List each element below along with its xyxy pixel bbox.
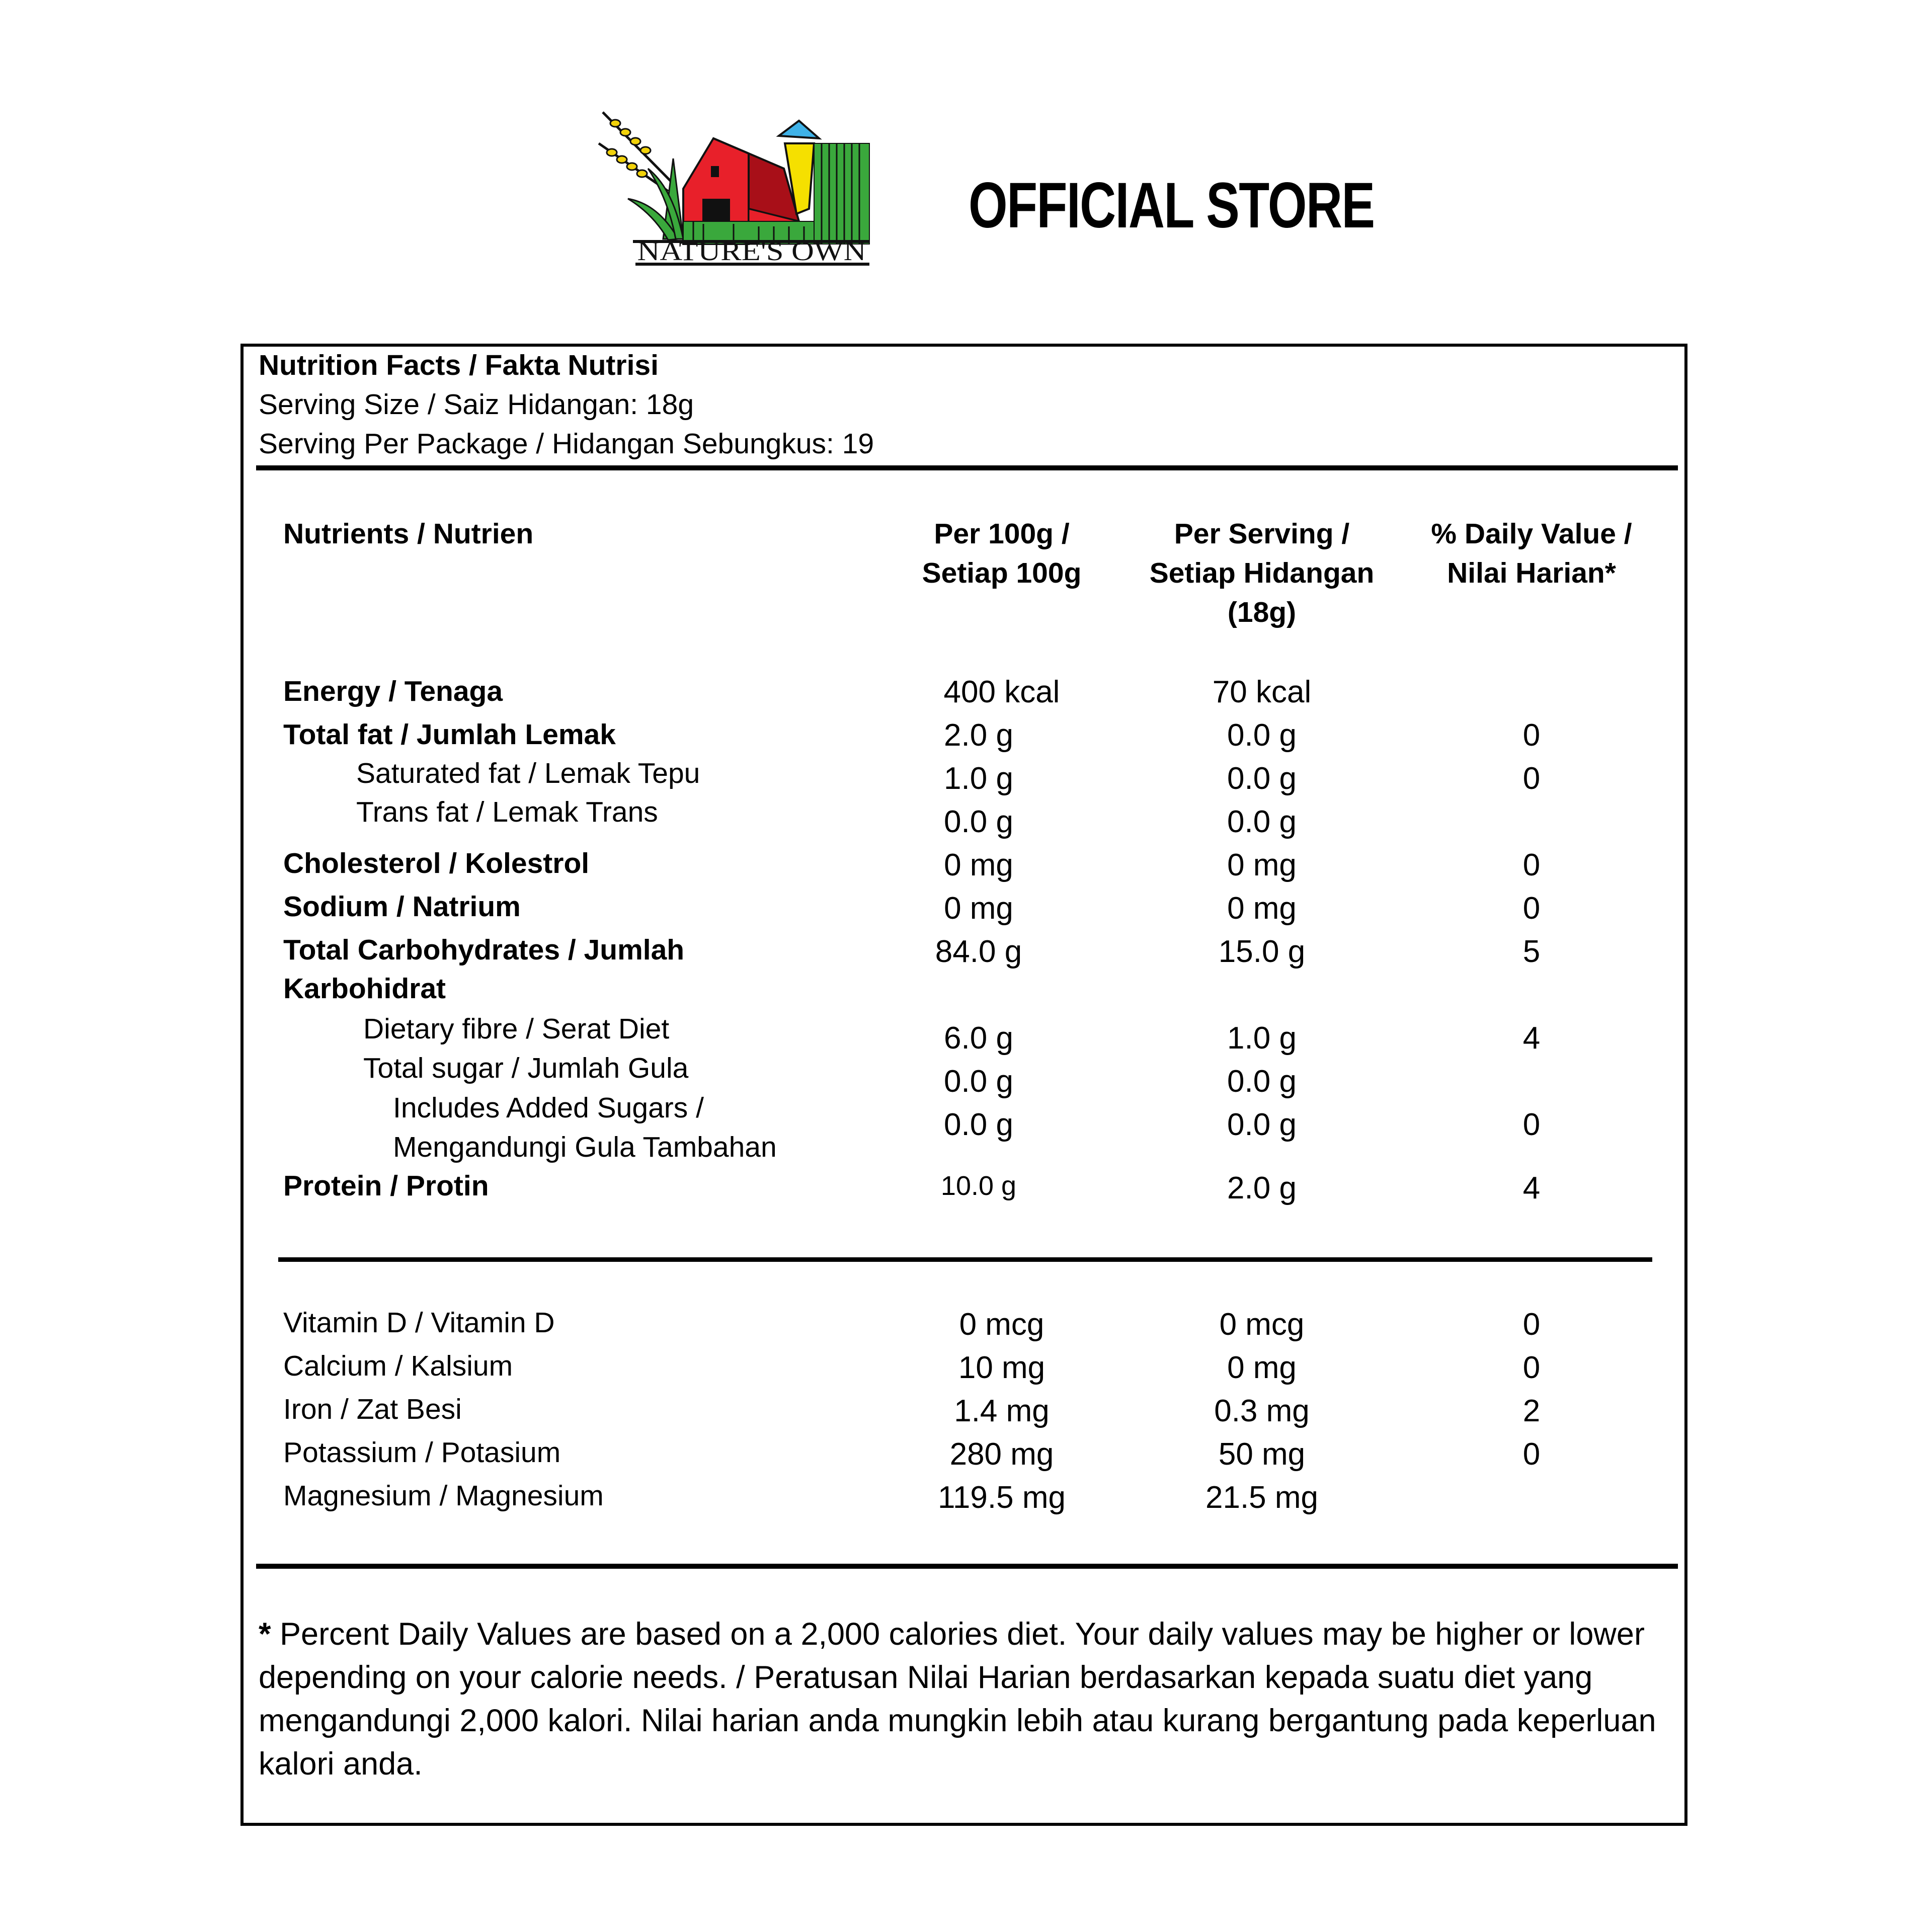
section-divider	[278, 1257, 1652, 1262]
header-divider	[256, 465, 1678, 470]
brand-name: NATURE'S OWN	[637, 236, 866, 266]
official-store-label: OFFICIAL STORE	[969, 170, 1375, 242]
serving-size: Serving Size / Saiz Hidangan: 18g	[259, 388, 694, 421]
nutrition-title: Nutrition Facts / Fakta Nutrisi	[259, 349, 659, 381]
perserv-value: 0 mcg	[1219, 1307, 1305, 1342]
per100-value: 0 mg	[944, 848, 1013, 882]
per100-value: 0.0 g	[944, 1064, 1013, 1099]
nutrient-name: Protein / Protin	[283, 1170, 489, 1202]
nutrient-name: Includes Added Sugars /	[393, 1092, 704, 1124]
perserv-value: 70 kcal	[1212, 675, 1312, 709]
micronutrient-name: Iron / Zat Besi	[283, 1393, 462, 1425]
per100-value: 84.0 g	[935, 934, 1022, 969]
nutrient-name: Saturated fat / Lemak Tepu	[356, 757, 700, 789]
per100-value: 1.0 g	[944, 761, 1013, 796]
per100-value: 0.0 g	[944, 804, 1013, 839]
col-header-per100-l2: Setiap 100g	[922, 557, 1082, 589]
dv-value: 0	[1522, 1307, 1541, 1342]
nutrient-name: Cholesterol / Kolestrol	[283, 847, 590, 879]
perserv-value: 2.0 g	[1227, 1171, 1297, 1205]
natures-own-logo	[598, 108, 875, 269]
per100-value: 0.0 g	[944, 1107, 1013, 1142]
perserv-value: 50 mg	[1218, 1437, 1306, 1472]
dv-value: 2	[1522, 1394, 1541, 1428]
dv-value: 0	[1522, 1107, 1541, 1142]
dv-value: 0	[1522, 848, 1541, 882]
barn-logo-icon	[598, 108, 875, 269]
micronutrient-name: Potassium / Potasium	[283, 1436, 561, 1469]
nutrient-name: Sodium / Natrium	[283, 891, 521, 923]
dv-value: 5	[1522, 934, 1541, 969]
perserv-value: 0.0 g	[1227, 1107, 1297, 1142]
per100-value: 10.0 g	[940, 1171, 1017, 1201]
perserv-value: 0 mg	[1227, 848, 1297, 882]
nutrient-name: Trans fat / Lemak Trans	[356, 796, 658, 828]
footnote-asterisk: *	[259, 1617, 271, 1652]
perserv-value: 0.0 g	[1227, 761, 1297, 796]
dv-value: 0	[1522, 1350, 1541, 1385]
col-header-dv-l2: Nilai Harian*	[1447, 557, 1616, 589]
per100-value: 119.5 mg	[938, 1480, 1066, 1515]
perserv-value: 0.0 g	[1227, 718, 1297, 753]
dv-value: 0	[1522, 718, 1541, 753]
perserv-value: 0.0 g	[1227, 804, 1297, 839]
micronutrient-name: Magnesium / Magnesium	[283, 1480, 604, 1512]
perserv-value: 15.0 g	[1218, 934, 1306, 969]
col-header-perserv-l3: (18g)	[1227, 596, 1297, 628]
perserv-value: 21.5 mg	[1205, 1480, 1319, 1515]
col-header-perserv-l1: Per Serving /	[1174, 518, 1350, 550]
col-header-dv-l1: % Daily Value /	[1431, 518, 1632, 550]
micronutrient-name: Vitamin D / Vitamin D	[283, 1307, 555, 1339]
per100-value: 400 kcal	[943, 675, 1060, 709]
perserv-value: 0.0 g	[1227, 1064, 1297, 1099]
per100-value: 2.0 g	[944, 718, 1013, 753]
perserv-value: 0 mg	[1227, 1350, 1297, 1385]
servings-per-package: Serving Per Package / Hidangan Sebungkus: 19	[259, 428, 874, 460]
perserv-value: 0.3 mg	[1214, 1394, 1310, 1428]
per100-value: 280 mg	[949, 1437, 1054, 1472]
micronutrient-name: Calcium / Kalsium	[283, 1350, 513, 1382]
per100-value: 0 mg	[944, 891, 1013, 926]
footer-divider	[256, 1564, 1678, 1569]
per100-value: 10 mg	[958, 1350, 1045, 1385]
nutrient-name: Total sugar / Jumlah Gula	[363, 1052, 689, 1084]
col-header-per100-l1: Per 100g /	[934, 518, 1070, 550]
dv-value: 4	[1522, 1021, 1541, 1056]
col-header-nutrient: Nutrients / Nutrien	[283, 518, 534, 550]
dv-value: 4	[1522, 1171, 1541, 1205]
dv-value: 0	[1522, 761, 1541, 796]
nutrient-name: Total Carbohydrates / Jumlah	[283, 934, 685, 966]
nutrient-name-cont: Karbohidrat	[283, 973, 446, 1005]
per100-value: 6.0 g	[944, 1021, 1013, 1056]
col-header-perserv-l2: Setiap Hidangan	[1149, 557, 1375, 589]
perserv-value: 0 mg	[1227, 891, 1297, 926]
nutrient-name: Dietary fibre / Serat Diet	[363, 1013, 670, 1045]
nutrient-name-cont: Mengandungi Gula Tambahan	[393, 1131, 777, 1163]
perserv-value: 1.0 g	[1227, 1021, 1297, 1056]
dv-value: 0	[1522, 891, 1541, 926]
nutrient-name: Energy / Tenaga	[283, 675, 503, 707]
daily-value-footnote	[259, 1613, 1677, 1786]
dv-value: 0	[1522, 1437, 1541, 1472]
per100-value: 0 mcg	[959, 1307, 1044, 1342]
nutrient-name: Total fat / Jumlah Lemak	[283, 718, 616, 751]
footnote-text: Percent Daily Values are based on a 2,000 calories diet. Your daily values may be higher or lower depending on your calorie needs. / Peratusan Nilai Harian berdasarkan kepada suatu diet yang mengandungi 2,000 kalori. Nilai harian anda mungkin lebih atau kurang bergantung pada keperluan kalori anda.	[259, 1617, 1656, 1782]
per100-value: 1.4 mg	[954, 1394, 1050, 1428]
